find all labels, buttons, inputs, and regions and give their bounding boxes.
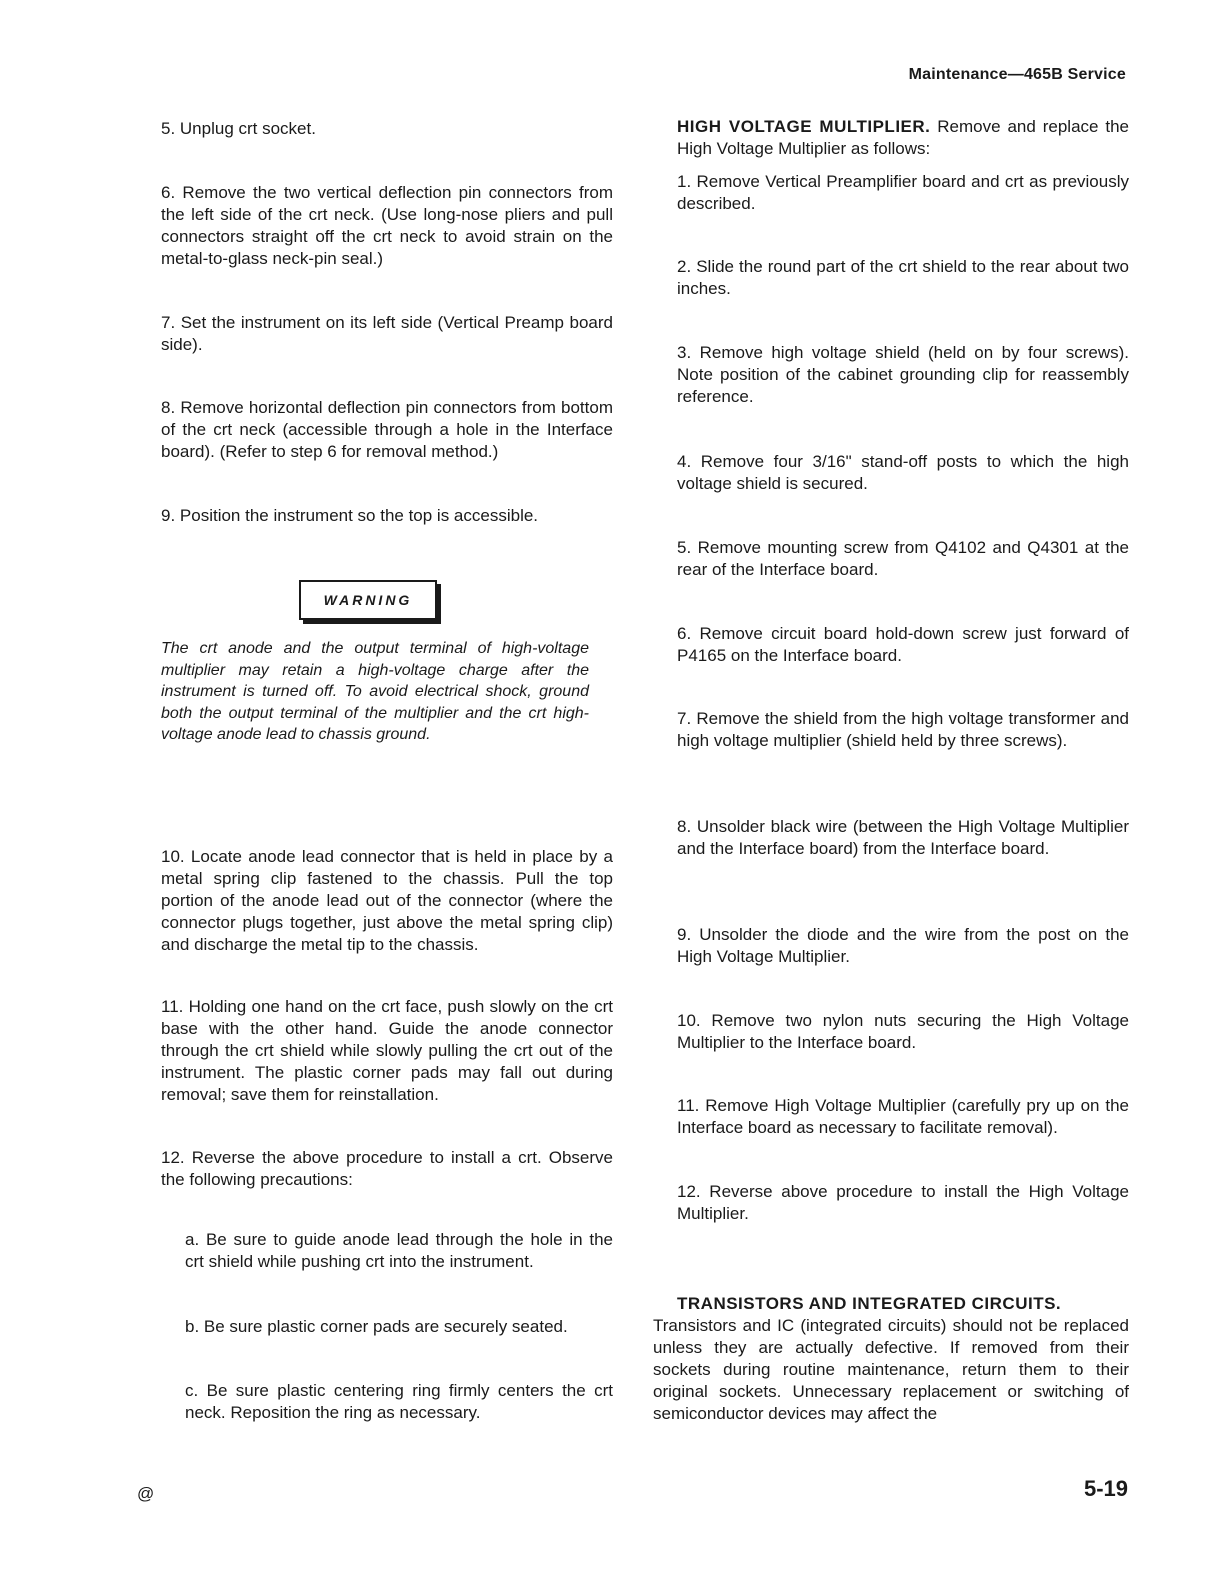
step-left-9: 9. Position the instrument so the top is accessible.	[161, 506, 539, 525]
step-right-10: 10. Remove two nylon nuts securing the High Voltage Multiplier to the Interface board.	[677, 1011, 1129, 1052]
footer-mark: @	[137, 1484, 155, 1503]
step-left-11: 11. Holding one hand on the crt face, push slowly on the crt base with the other hand. Guide the anode connector through the crt shield while slowly pulling the crt out of the instrument. The plastic corner pads may fall out during removal; save them for reinstallation.	[161, 997, 613, 1104]
step-right-1: 1. Remove Vertical Preamplifier board and crt as previously described.	[677, 172, 1129, 213]
step-right-7: 7. Remove the shield from the high voltage transformer and high voltage multiplier (shield held by three screws).	[677, 709, 1129, 750]
step-left-5: 5. Unplug crt socket.	[161, 119, 316, 138]
step-right-3: 3. Remove high voltage shield (held on by four screws). Note position of the cabinet grounding clip for reassembly reference.	[677, 343, 1129, 406]
hvm-heading: HIGH VOLTAGE MULTIPLIER.	[677, 117, 931, 136]
step-right-9: 9. Unsolder the diode and the wire from the post on the High Voltage Multiplier.	[677, 925, 1129, 966]
step-right-11: 11. Remove High Voltage Multiplier (carefully pry up on the Interface board as necessary to facilitate removal).	[677, 1096, 1129, 1137]
step-left-10: 10. Locate anode lead connector that is held in place by a metal spring clip fastened to the chassis. Pull the top portion of the anode lead out of the connector (where the connector plugs together, just above the metal spring clip) and discharge the metal tip to the chassis.	[161, 847, 613, 954]
step-left-12: 12. Reverse the above procedure to install a crt. Observe the following precautions:	[161, 1148, 613, 1189]
hvm-intro: HIGH VOLTAGE MULTIPLIER. Remove and replace the High Voltage Multiplier as follows:	[677, 117, 1130, 158]
step-right-6: 6. Remove circuit board hold-down screw just forward of P4165 on the Interface board.	[677, 624, 1129, 665]
step-left-8: 8. Remove horizontal deflection pin connectors from bottom of the crt neck (accessible through a hole in the Interface board). (Refer to step 6 for removal method.)	[161, 398, 613, 461]
substep-b: b. Be sure plastic corner pads are securely seated.	[185, 1317, 568, 1336]
step-right-8: 8. Unsolder black wire (between the High Voltage Multiplier and the Interface board) from the Interface board.	[677, 817, 1129, 858]
step-right-12: 12. Reverse above procedure to install the High Voltage Multiplier.	[677, 1182, 1129, 1223]
page-number: 5-19	[1083, 1476, 1128, 1501]
step-right-2: 2. Slide the round part of the crt shield to the rear about two inches.	[677, 257, 1129, 298]
warning-label: WARNING	[299, 580, 437, 620]
substep-a: a. Be sure to guide anode lead through the hole in the crt shield while pushing crt into the instrument.	[185, 1230, 613, 1271]
substep-c: c. Be sure plastic centering ring firmly centers the crt neck. Reposition the ring as necessary.	[185, 1381, 613, 1422]
tic-text: Transistors and IC (integrated circuits) should not be replaced unless they are actually defective. If removed from their sockets during routine maintenance, return them to their original sockets. Unnecessary replacement or switching of semiconductor devices may affect the	[653, 1316, 1129, 1423]
step-left-7: 7. Set the instrument on its left side (Vertical Preamp board side).	[161, 313, 613, 354]
page-header: Maintenance—465B Service	[908, 66, 1126, 83]
step-right-4: 4. Remove four 3/16" stand-off posts to which the high voltage shield is secured.	[677, 452, 1129, 493]
tic-paragraph	[653, 1293, 1129, 1425]
warning-text: The crt anode and the output terminal of high-voltage multiplier may retain a high-voltage charge after the instrument is turned off. To avoid electrical shock, ground both the output terminal of the multiplier and the crt high-voltage anode lead to chassis ground.	[161, 640, 589, 743]
tic-heading: TRANSISTORS AND INTEGRATED CIRCUITS.	[677, 1294, 1062, 1313]
step-left-6: 6. Remove the two vertical deflection pin connectors from the left side of the crt neck. (Use long-nose pliers and pull connectors straight off the crt neck to avoid strain on the metal-to-glass neck-pin seal.)	[161, 183, 613, 268]
step-right-5: 5. Remove mounting screw from Q4102 and Q4301 at the rear of the Interface board.	[677, 538, 1129, 579]
